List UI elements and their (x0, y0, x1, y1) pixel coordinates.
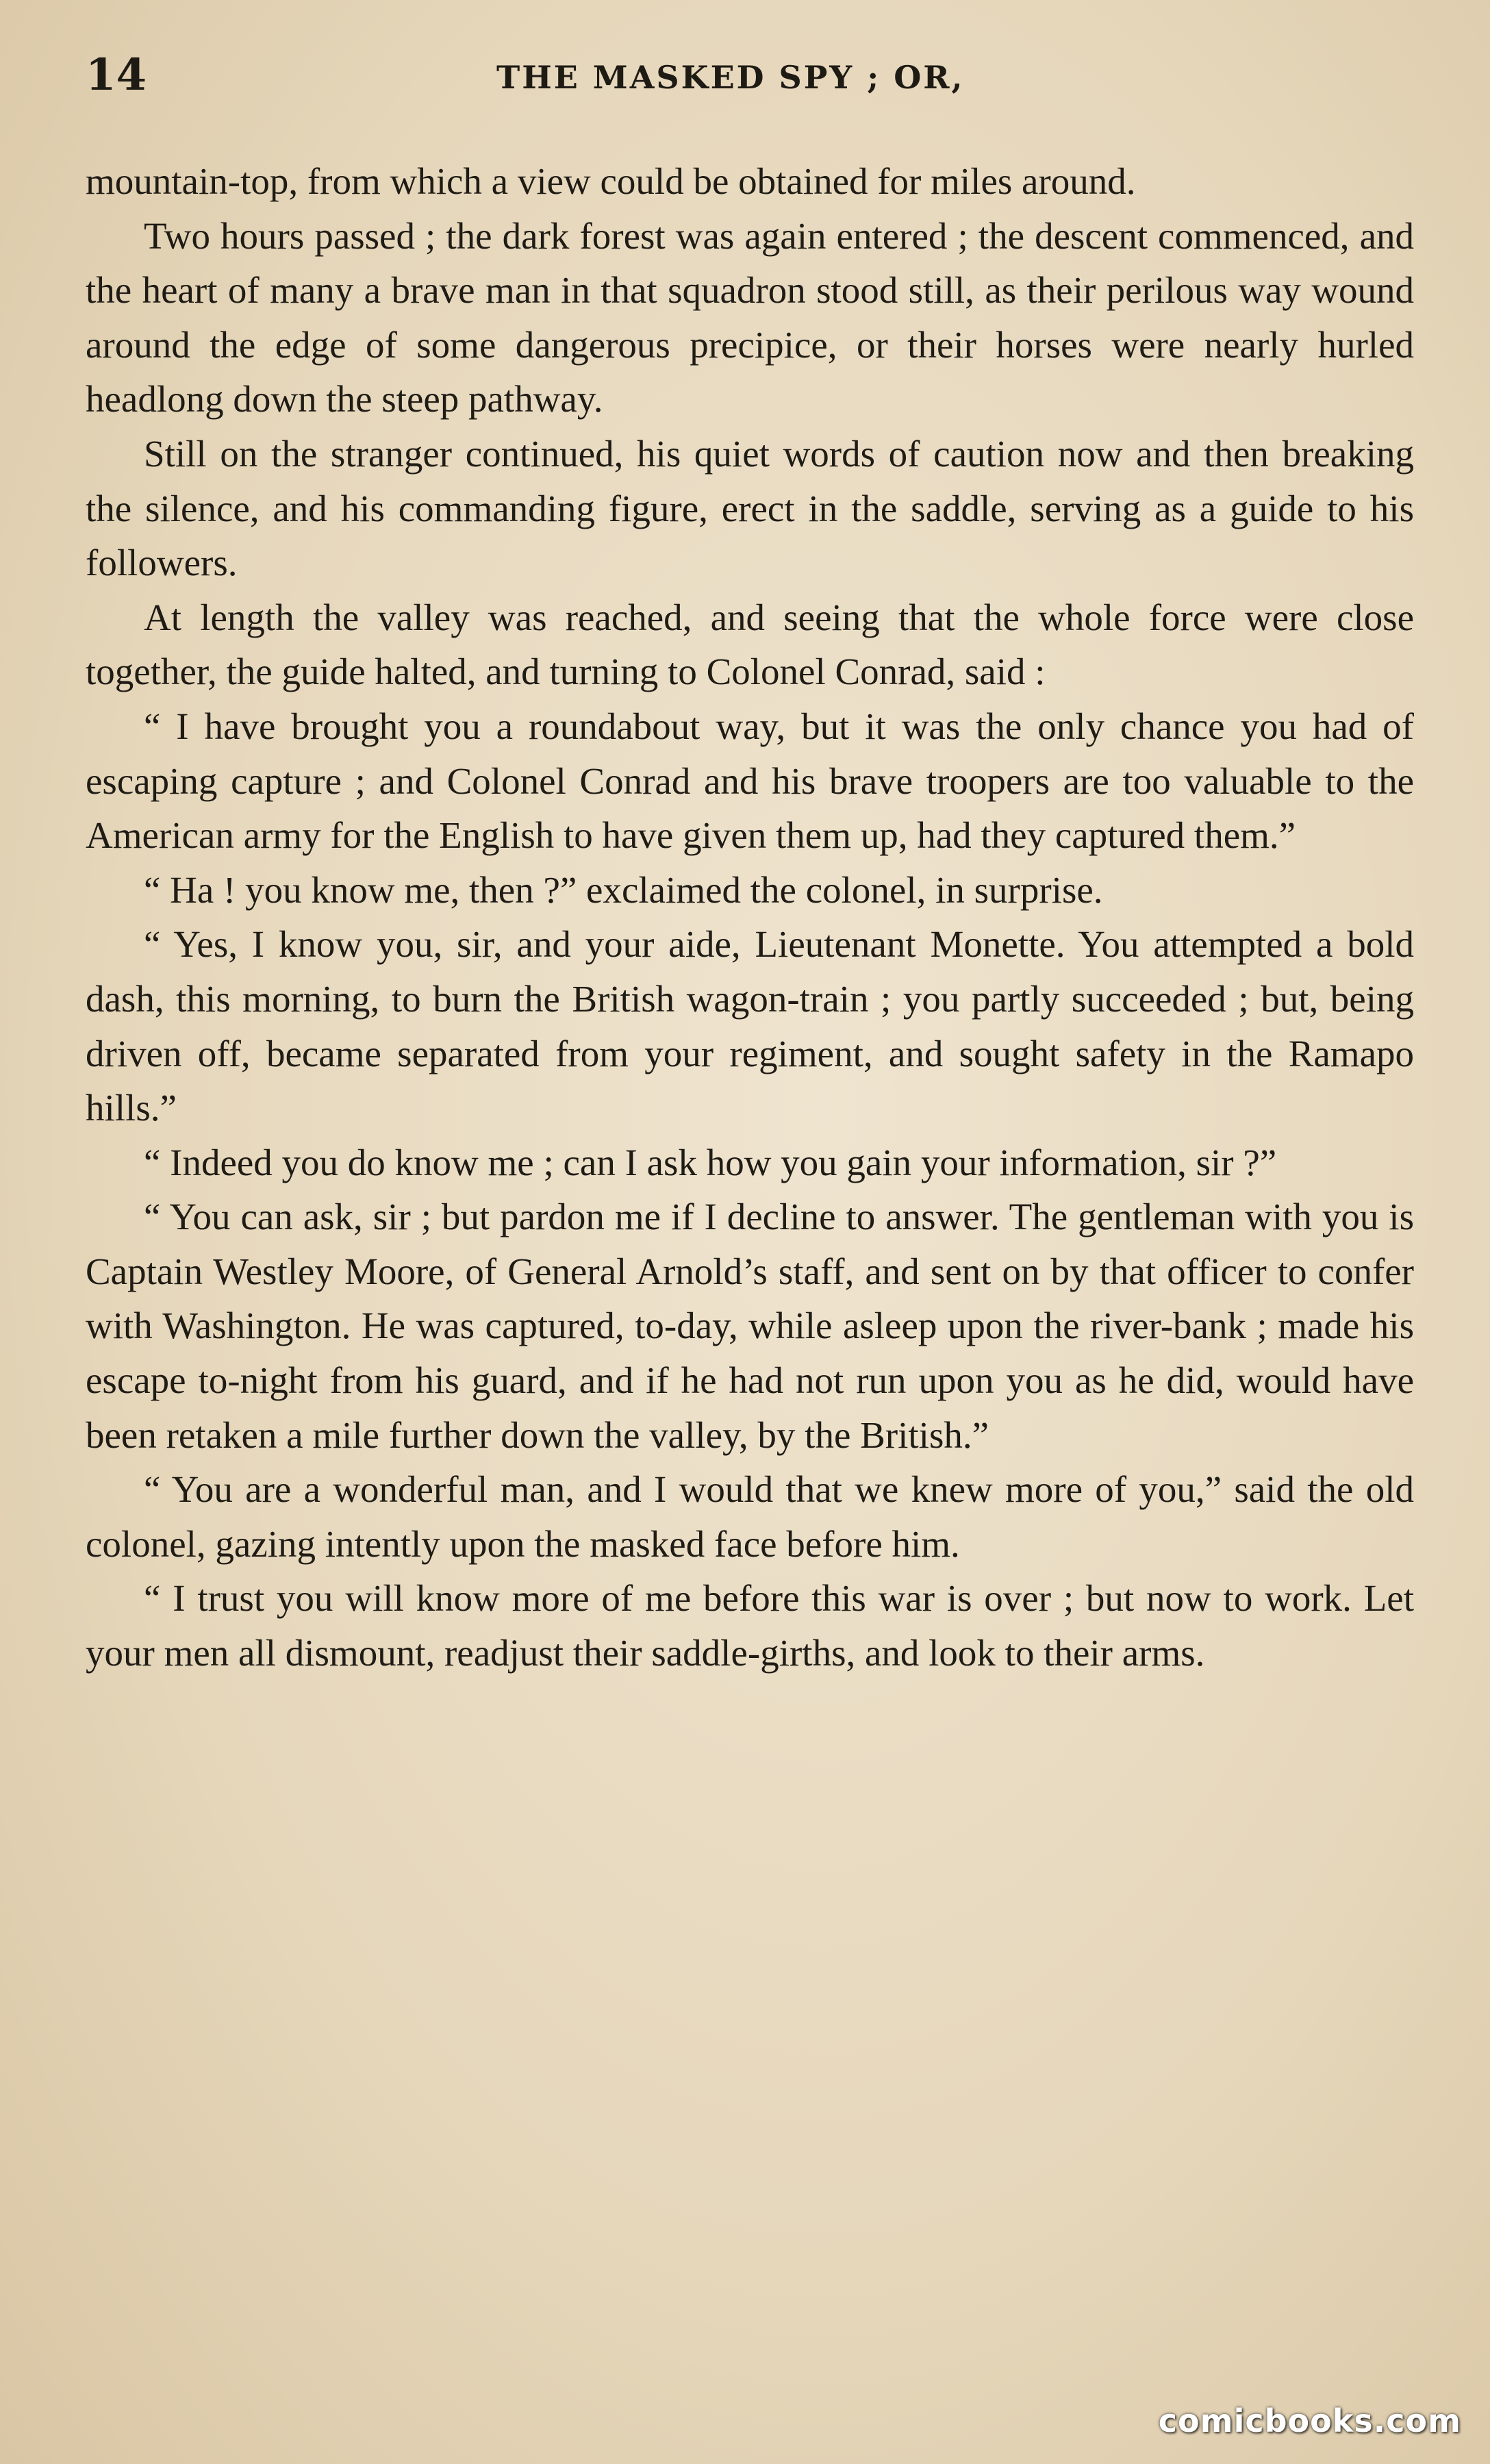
paragraph: “ Yes, I know you, sir, and your aide, Lieutenant Monette. You attempted a bold dash, this morning, to burn the British wagon-train ; you partly succeeded ; but, being driven off, became separated from your regiment, and sought safety in the Ramapo hills.” (86, 923, 1414, 1129)
paragraph: “ Indeed you do know me ; can I ask how you gain your information, sir ?” (144, 1141, 1277, 1183)
paragraph: At length the valley was reached, and seeing that the whole force were close together, the guide halted, and turning to Colonel Conrad, said : (86, 596, 1414, 693)
body-text (86, 154, 1414, 1681)
paragraph: Two hours passed ; the dark forest was again entered ; the descent commenced, and the heart of many a brave man in that squadron stood still, as their perilous way wound around the edge of some dangerous precipice, or their horses were nearly hurled headlong down the steep pathway. (86, 214, 1414, 420)
running-title: THE MASKED SPY ; OR, (496, 59, 965, 96)
paragraph: mountain-top, from which a view could be obtained for miles around. (86, 160, 1136, 202)
page-header (86, 49, 1408, 101)
paragraph: “ Ha ! you know me, then ?” exclaimed the colonel, in surprise. (144, 868, 1103, 911)
paragraph: “ You can ask, sir ; but pardon me if I decline to answer. The gentleman with you is Captain Westley Moore, of General Arnold’s staff, and sent on by that officer to confer with Washington. He was captured, to-day, while asleep upon the river-bank ; made his escape to-night from his guard, and if he had not run upon you as he did, would have been retaken a mile further down the valley, by the British.” (86, 1196, 1414, 1456)
page-number: 14 (86, 49, 147, 101)
paragraph: “ I trust you will know more of me before this war is over ; but now to work. Let your men all dismount, readjust their saddle-girths, and look to their arms. (86, 1577, 1414, 1674)
watermark-logo: comicbooks.com (1158, 2402, 1461, 2439)
paragraph: “ You are a wonderful man, and I would that we knew more of you,” said the old colonel, gazing intently upon the masked face before him. (86, 1468, 1414, 1565)
paragraph: “ I have brought you a roundabout way, but it was the only chance you had of escaping capture ; and Colonel Conrad and his brave troopers are too valuable to the American army for the English to have given them up, had they captured them.” (86, 705, 1414, 857)
paragraph: Still on the stranger continued, his quiet words of caution now and then breaking the silence, and his commanding figure, erect in the saddle, serving as a guide to his followers. (86, 432, 1414, 584)
